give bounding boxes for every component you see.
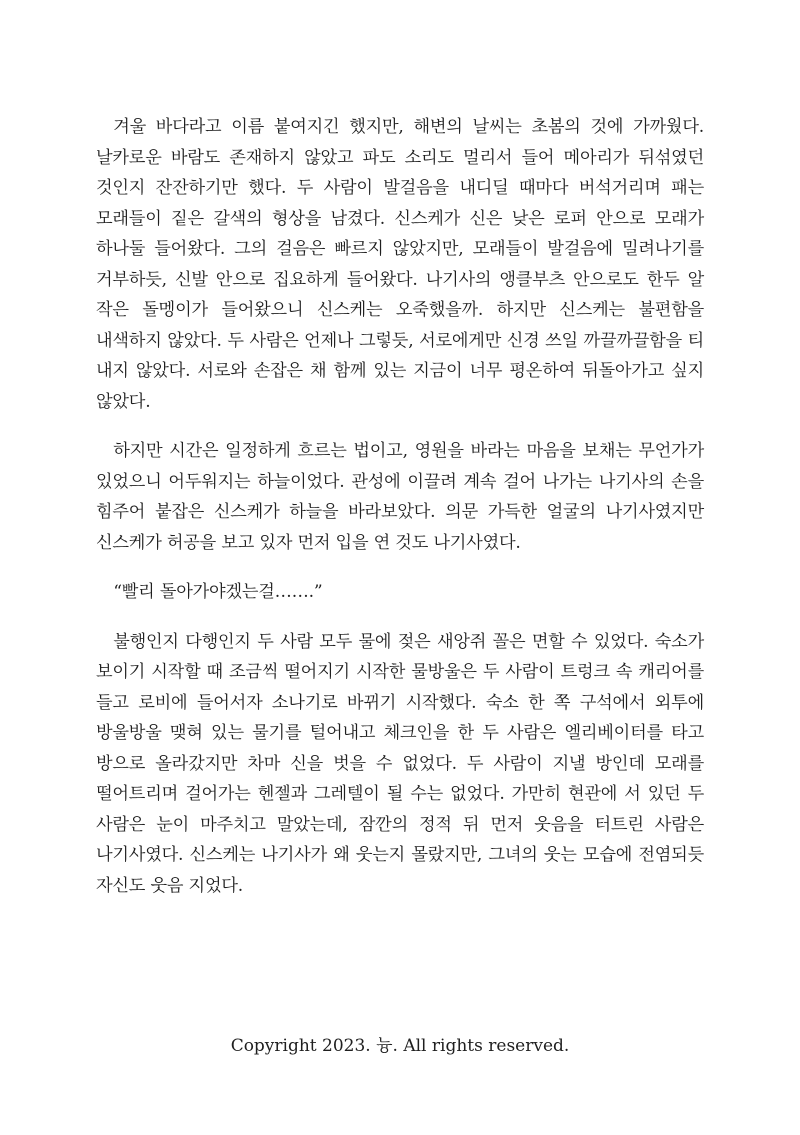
dialogue-line: “빨리 돌아가야겠는걸…….” (113, 582, 323, 602)
document-body (96, 112, 704, 901)
copyright-footer: Copyright 2023. 늉. All rights reserved. (230, 1036, 570, 1056)
paragraph: 하지만 시간은 일정하게 흐르는 법이고, 영원을 바라는 마음을 보채는 무언가가 있었으니 어두워지는 하늘이었다. 관성에 이끌려 계속 걸어 나가는 나기사의 손을 힘주어 붙잡은 신스케가 하늘을 바라보았다. 의문 가득한 얼굴의 나기사였지만 신스케가 허공을 보고 있자 먼저 입을 연 것도 나기사였다. (96, 441, 704, 553)
paragraph: 불행인지 다행인지 두 사람 모두 물에 젖은 새앙쥐 꼴은 면할 수 있었다. 숙소가 보이기 시작할 때 조금씩 떨어지기 시작한 물방울은 두 사람이 트렁크 속 캐리어를 들고 로비에 들어서자 소나기로 바뀌기 시작했다. 숙소 한 쪽 구석에서 외투에 방울방울 맺혀 있는 물기를 털어내고 체크인을 한 두 사람은 엘리베이터를 타고 방으로 올라갔지만 차마 신을 벗을 수 없었다. 두 사람이 지낼 방인데 모래를 떨어트리며 걸어가는 헨젤과 그레텔이 될 수는 없었다. 가만히 현관에 서 있던 두 사람은 눈이 마주치고 말았는데, 잠깐의 정적 뒤 먼저 웃음을 터트린 사람은 나기사였다. 신스케는 나기사가 왜 웃는지 몰랐지만, 그녀의 웃는 모습에 전염되듯 자신도 웃음 지었다. (96, 631, 704, 896)
paragraph: 겨울 바다라고 이름 붙여지긴 했지만, 해변의 날씨는 초봄의 것에 가까웠다. 날카로운 바람도 존재하지 않았고 파도 소리도 멀리서 들어 메아리가 뒤섞였던 것인지 잔잔하기만 했다. 두 사람이 발걸음을 내디딜 때마다 버석거리며 패는 모래들이 짙은 갈색의 형상을 남겼다. 신스케가 신은 낮은 로퍼 안으로 모래가 하나둘 들어왔다. 그의 걸음은 빠르지 않았지만, 모래들이 발걸음에 밀려나기를 거부하듯, 신발 안으로 집요하게 들어왔다. 나기사의 앵클부츠 안으로도 한두 알 작은 돌멩이가 들어왔으니 신스케는 오죽했을까. 하지만 신스케는 불편함을 내색하지 않았다. 두 사람은 언제나 그렇듯, 서로에게만 신경 쓰일 까끌까끌함을 티 내지 않았다. 서로와 손잡은 채 함께 있는 지금이 너무 평온하여 뒤돌아가고 싶지 않았다. (96, 117, 704, 412)
